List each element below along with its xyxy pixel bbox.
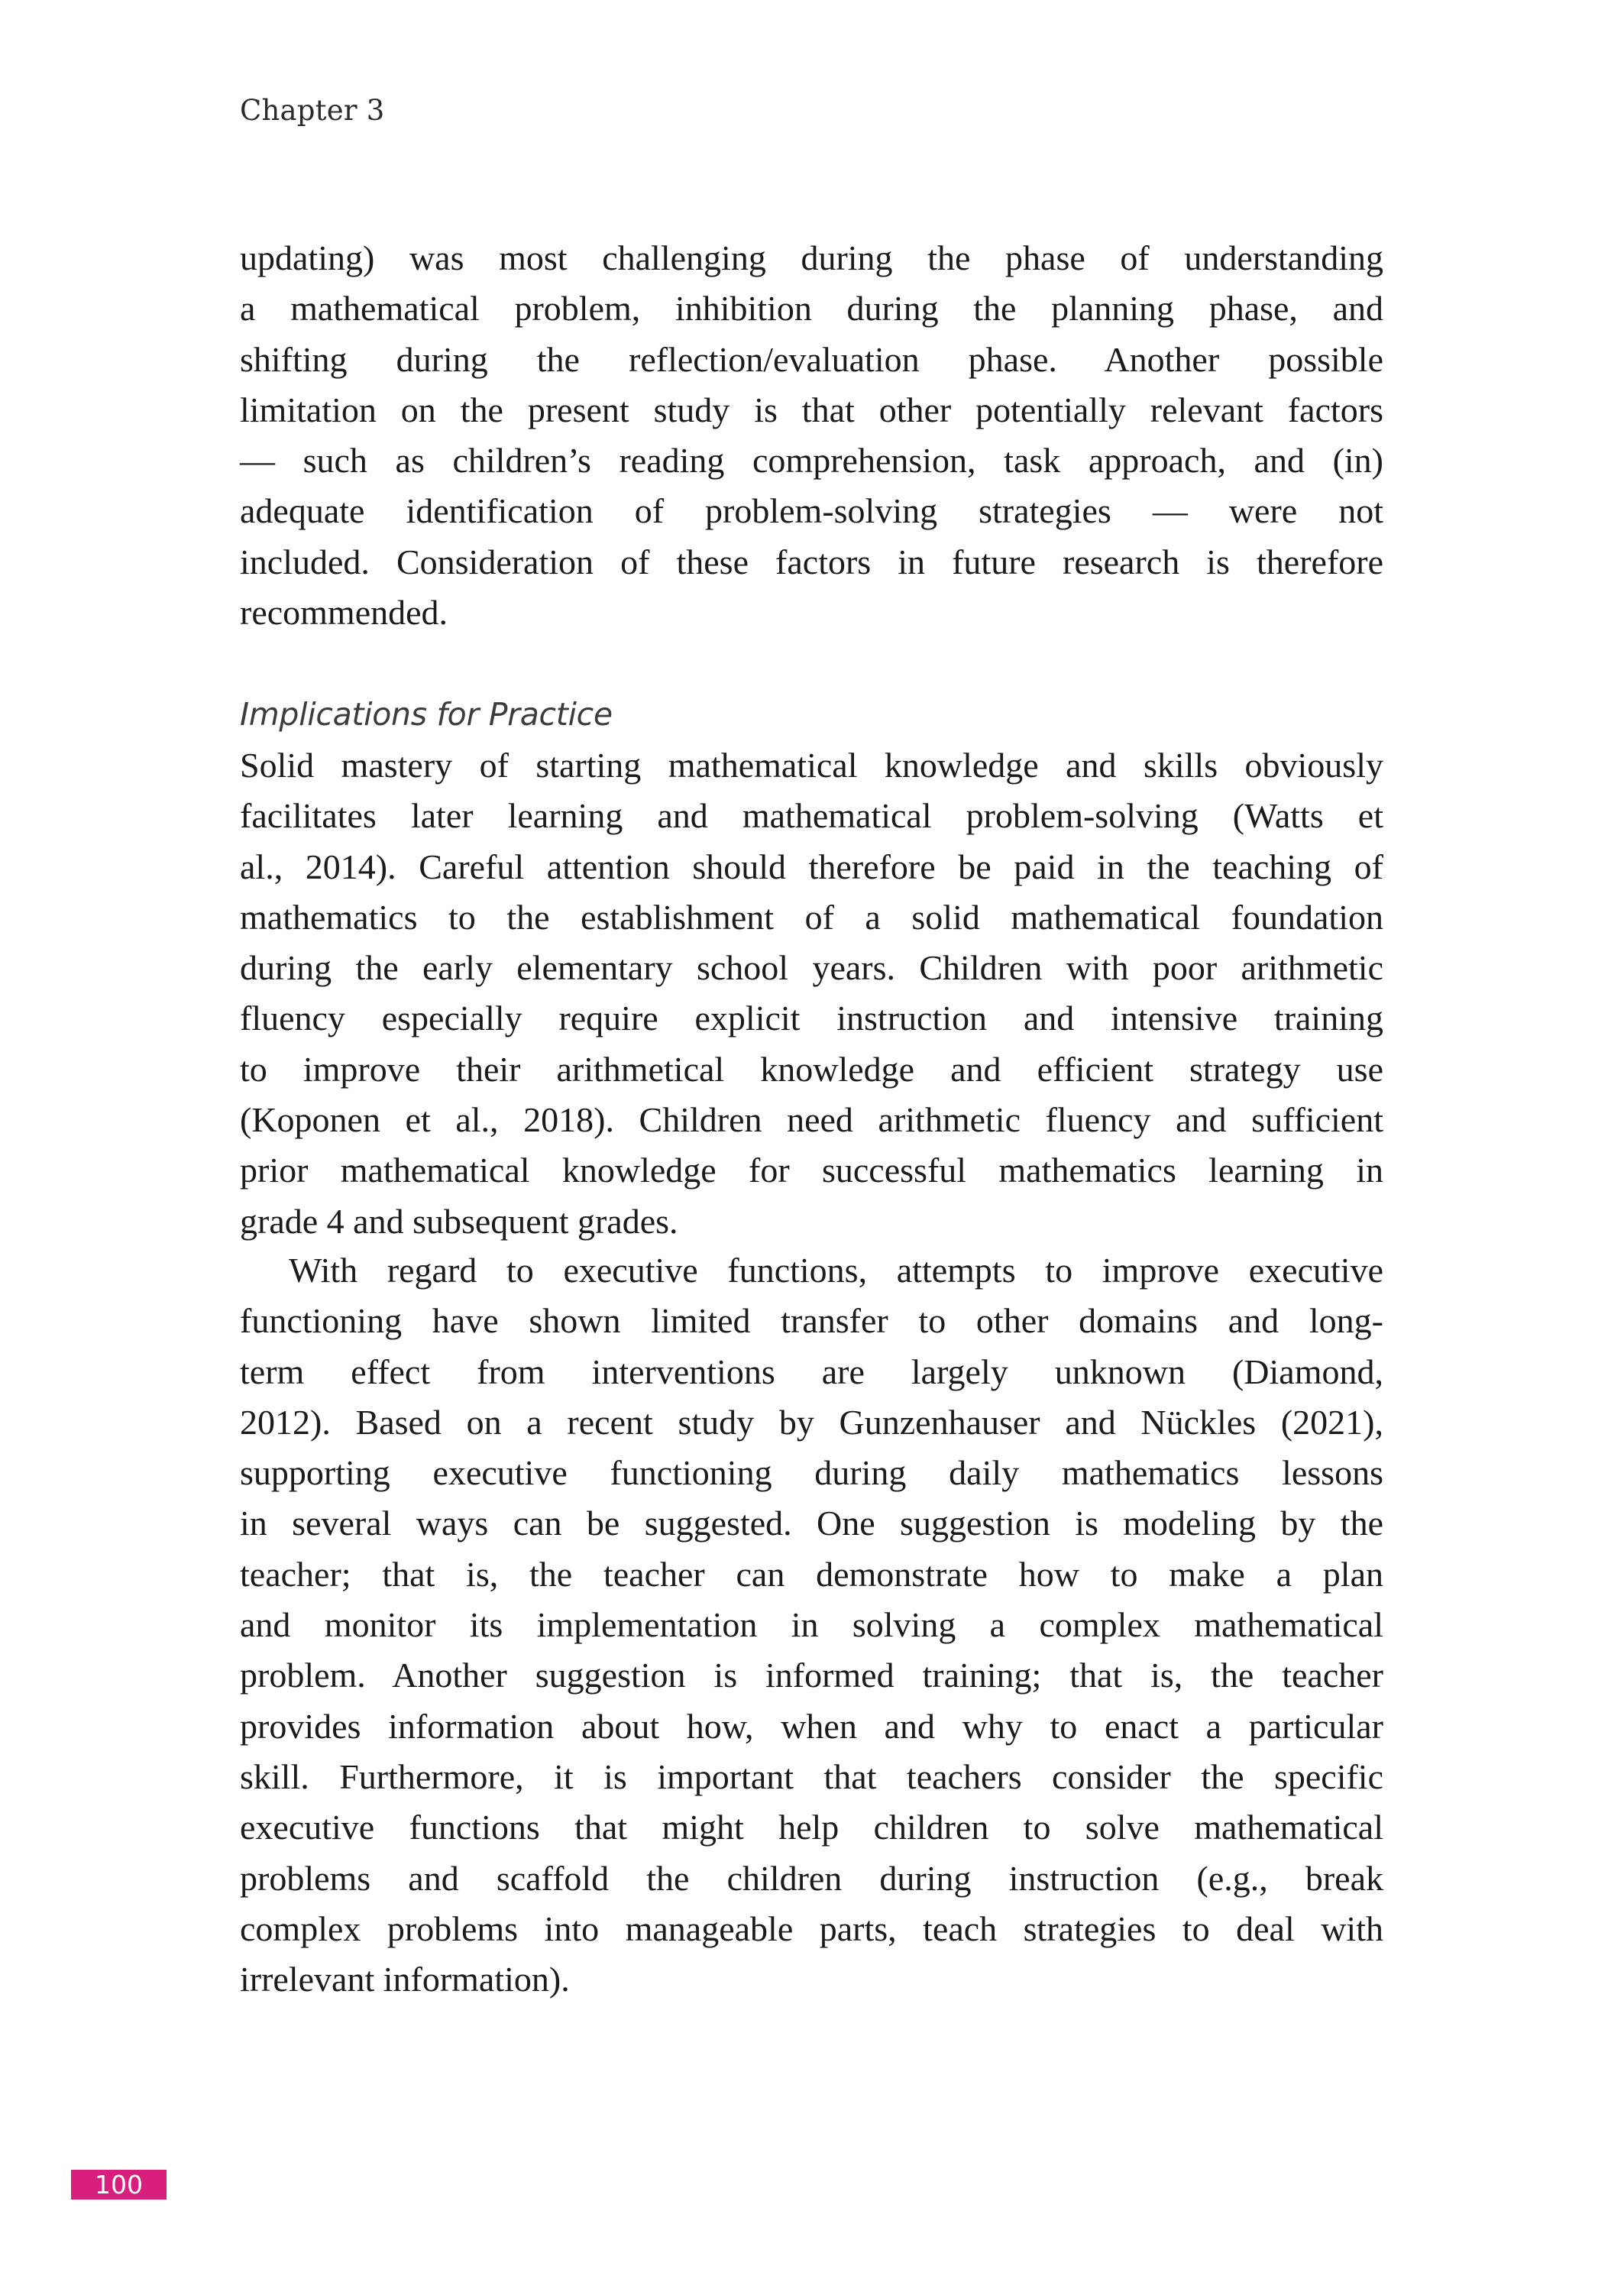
text-line: skill. Furthermore, it is important that teachers consider the specific bbox=[240, 1756, 1383, 1796]
text-line: grade 4 and subsequent grades. bbox=[240, 1201, 678, 1241]
text-line: limitation on the present study is that other potentially relevant factors bbox=[240, 390, 1383, 429]
text-line: fluency especially require explicit instruction and intensive training bbox=[240, 999, 1383, 1038]
continuation-paragraph bbox=[240, 233, 1383, 638]
text-line: recommended. bbox=[240, 593, 448, 633]
text-line: during the early elementary school years. Children with poor arithmetic bbox=[240, 948, 1383, 988]
text-line: mathematics to the establishment of a solid mathematical foundation bbox=[240, 897, 1383, 937]
text-line: in several ways can be suggested. One suggestion is modeling by the bbox=[240, 1504, 1383, 1543]
text-line: and monitor its implementation in solving a complex mathematical bbox=[240, 1605, 1383, 1645]
text-line: included. Consideration of these factors in future research is therefore bbox=[240, 542, 1383, 581]
text-line: prior mathematical knowledge for successful mathematics learning in bbox=[240, 1151, 1383, 1190]
text-line: functioning have shown limited transfer to other domains and long- bbox=[240, 1301, 1383, 1341]
running-head-chapter: Chapter 3 bbox=[240, 94, 385, 127]
text-line: Solid mastery of starting mathematical knowledge and skills obviously bbox=[240, 746, 1383, 785]
text-line: al., 2014). Careful attention should therefore be paid in the teaching of bbox=[240, 847, 1383, 886]
paragraph-executive-functions bbox=[240, 1245, 1383, 2005]
page-number-badge: 100 bbox=[71, 2170, 167, 2200]
text-line: complex problems into manageable parts, teach strategies to deal with bbox=[240, 1908, 1383, 1948]
text-line: (Koponen et al., 2018). Children need arithmetic fluency and sufficient bbox=[240, 1100, 1383, 1140]
text-line: teacher; that is, the teacher can demonstrate how to make a plan bbox=[240, 1554, 1383, 1594]
text-line: a mathematical problem, inhibition during the planning phase, and bbox=[240, 289, 1383, 329]
text-line: problems and scaffold the children during instruction (e.g., break bbox=[240, 1858, 1383, 1898]
text-line: — such as children’s reading comprehension, task approach, and (in) bbox=[240, 441, 1383, 481]
text-line: provides information about how, when and why to enact a particular bbox=[240, 1706, 1383, 1746]
text-line: shifting during the reflection/evaluation phase. Another possible bbox=[240, 339, 1383, 379]
paragraph-arithmetic-fluency bbox=[240, 740, 1383, 1247]
text-line: problem. Another suggestion is informed training; that is, the teacher bbox=[240, 1656, 1383, 1695]
text-line: adequate identification of problem-solving strategies — were not bbox=[240, 491, 1383, 531]
text-line: updating) was most challenging during the phase of understanding bbox=[240, 238, 1383, 277]
text-line: supporting executive functioning during daily mathematics lessons bbox=[240, 1453, 1383, 1493]
text-line: irrelevant information). bbox=[240, 1960, 570, 1999]
text-line: facilitates later learning and mathematical problem-solving (Watts et bbox=[240, 796, 1383, 836]
text-line: With regard to executive functions, attempts to improve executive bbox=[289, 1251, 1383, 1290]
section-heading-implications: Implications for Practice bbox=[240, 696, 613, 733]
text-line: term effect from interventions are largely unknown (Diamond, bbox=[240, 1352, 1383, 1391]
text-line: 2012). Based on a recent study by Gunzenhauser and Nückles (2021), bbox=[240, 1402, 1383, 1442]
text-line: executive functions that might help children to solve mathematical bbox=[240, 1808, 1383, 1847]
text-line: to improve their arithmetical knowledge and efficient strategy use bbox=[240, 1049, 1383, 1089]
